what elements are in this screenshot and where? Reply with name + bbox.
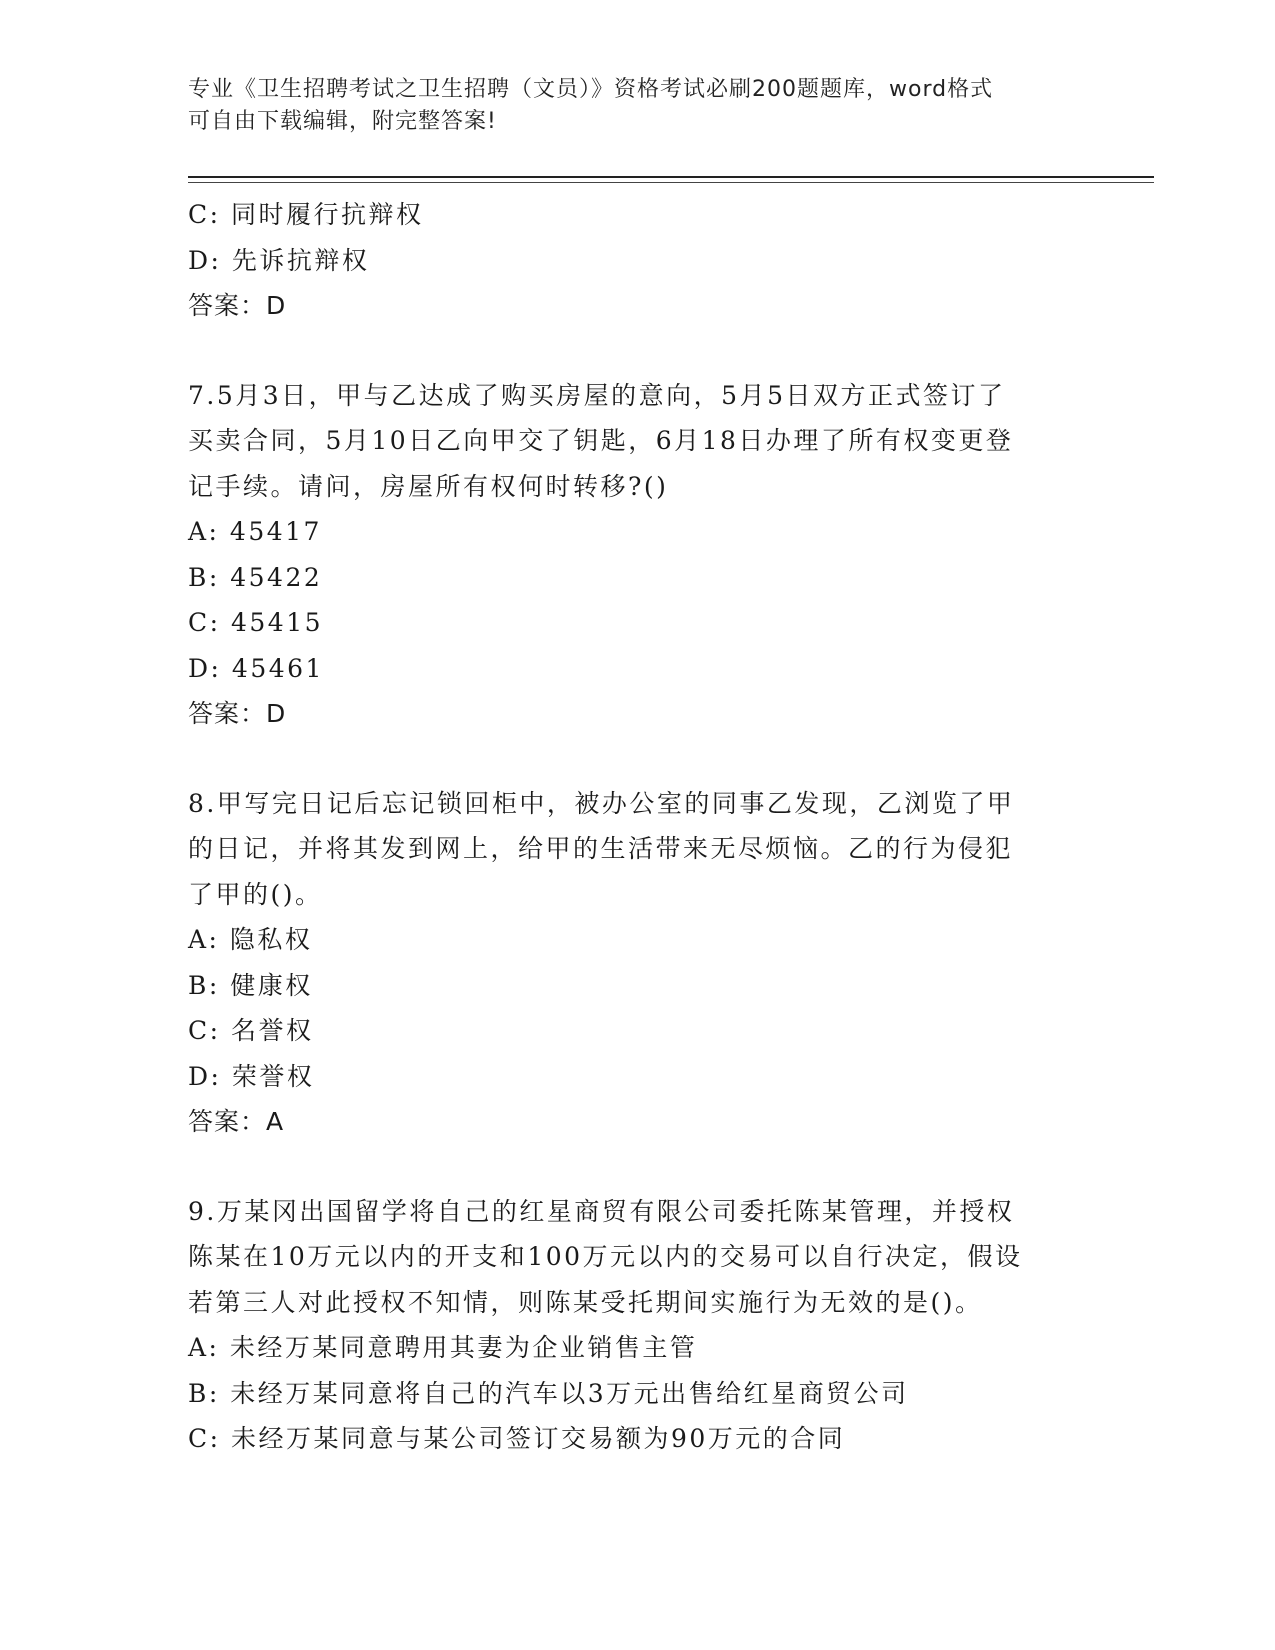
q7-stem-line-1: 7.5月3日，甲与乙达成了购买房屋的意向，5月5日双方正式签订了 [188,380,1006,410]
question-8-block [188,781,1088,1145]
question-9-block [188,1189,1088,1462]
spacer [188,1145,1088,1189]
q7-stem-line-2: 买卖合同，5月10日乙向甲交了钥匙，6月18日办理了所有权变更登 [188,426,1014,455]
q8-stem-line-2: 的日记，并将其发到网上，给甲的生活带来无尽烦恼。乙的行为侵犯 [188,834,1014,863]
q9-option-c: C: 未经万某同意与某公司签订交易额为90万元的合同 [188,1424,846,1453]
header-line-2: 可自由下载编辑，附完整答案! [188,109,497,134]
q9-stem-line-2: 陈某在10万元以内的开支和100万元以内的交易可以自行决定，假设 [188,1242,1023,1271]
q8-answer: 答案：A [188,1107,285,1136]
q8-option-c: C: 名誉权 [188,1016,314,1045]
q9-option-b: B: 未经万某同意将自己的汽车以3万元出售给红星商贸公司 [188,1378,909,1408]
question-6-block [188,192,1088,329]
question-content [188,192,1088,1462]
q7-option-c: C: 45415 [188,608,324,637]
q8-option-a: A: 隐私权 [188,925,313,954]
q8-option-b: B: 健康权 [188,970,313,1000]
q7-option-a: A: 45417 [188,517,322,546]
header-line-1: 专业《卫生招聘考试之卫生招聘（文员）》资格考试必刷200题题库，word格式 [188,77,994,102]
q7-option-b: B: 45422 [188,562,323,592]
q6-answer: 答案：D [188,291,287,320]
q9-option-a: A: 未经万某同意聘用其妻为企业销售主管 [188,1333,698,1362]
q9-stem-line-3: 若第三人对此授权不知情，则陈某受托期间实施行为无效的是()。 [188,1287,983,1317]
q9-stem-line-1: 9.万某冈出国留学将自己的红星商贸有限公司委托陈某管理，并授权 [188,1196,1015,1226]
spacer [188,737,1088,781]
q6-option-c: C: 同时履行抗辩权 [188,200,424,229]
q7-stem-line-3: 记手续。请问，房屋所有权何时转移?() [188,471,669,501]
q6-option-d: D: 先诉抗辩权 [188,245,370,275]
question-7-block [188,373,1088,737]
q8-stem-line-1: 8.甲写完日记后忘记锁回柜中，被办公室的同事乙发现，乙浏览了甲 [188,788,1015,818]
q8-stem-line-3: 了甲的()。 [188,879,323,909]
header-divider-thick [188,176,1154,178]
q7-option-d: D: 45461 [188,653,324,683]
q8-option-d: D: 荣誉权 [188,1061,315,1091]
spacer [188,329,1088,373]
page-header [188,74,1068,138]
header-divider-thin [188,182,1154,183]
q7-answer: 答案：D [188,699,287,728]
